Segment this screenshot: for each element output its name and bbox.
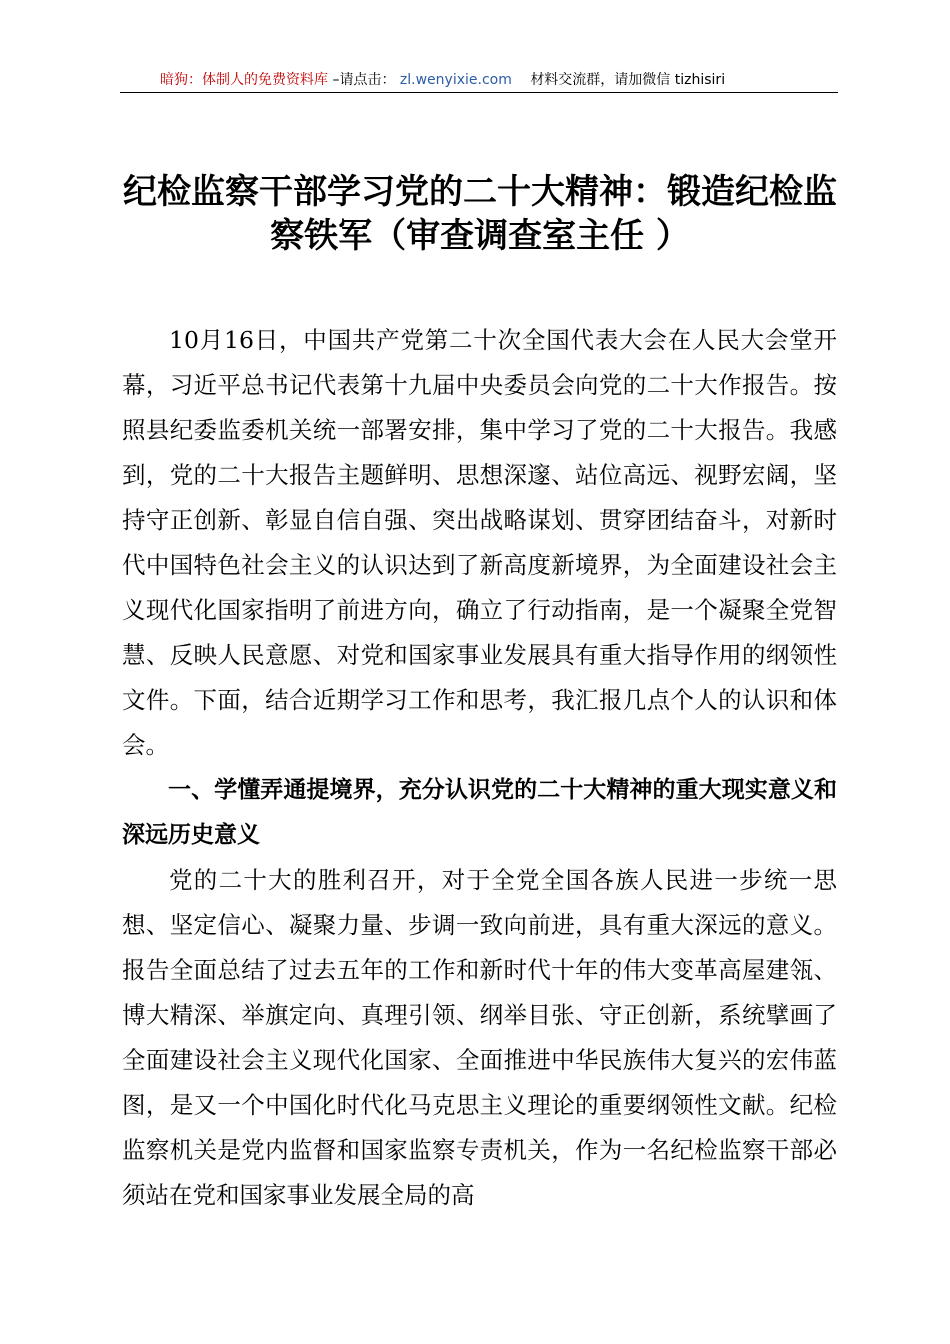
body-paragraph: 党的二十大的胜利召开，对于全党全国各族人民进一步统一思想、坚定信心、凝聚力量、步调一致向前进，具有重大深远的意义。报告全面总结了过去五年的工作和新时代十年的伟大变革高屋建瓴、博大精深、举旗定向、真理引领、纲举目张、守正创新，系统擘画了全面建设社会主义现代化国家、全面推进中华民族伟大复兴的宏伟蓝图，是又一个中国化时代化马克思主义理论的重要纲领性文献。纪检监察机关是党内监督和国家监察专责机关，作为一名纪检监察干部必须站在党和国家事业发展全局的高	[122, 866, 837, 1209]
document-title: 纪检监察干部学习党的二十大精神：锻造纪检监察铁军（审查调查室主任 ）	[123, 172, 837, 256]
page-header	[0, 0, 950, 100]
intro-paragraph: 10月16日，中国共产党第二十次全国代表大会在人民大会堂开幕，习近平总书记代表第十九届中央委员会向党的二十大作报告。按照县纪委监委机关统一部署安排，集中学习了党的二十大报告。我感到，党的二十大报告主题鲜明、思想深邃、站位高远、视野宏阔，坚持守正创新、彰显自信自强、突出战略谋划、贯穿团结奋斗，对新时代中国特色社会主义的认识达到了新高度新境界，为全面建设社会主义现代化国家指明了前进方向，确立了行动指南，是一个凝聚全党智慧、反映人民意愿、对党和国家事业发展具有重大指导作用的纲领性文件。下面，结合近期学习工作和思考，我汇报几点个人的认识和体会。	[122, 326, 837, 759]
header-divider	[120, 92, 838, 93]
header-banner	[160, 70, 725, 90]
document-body	[122, 318, 837, 1218]
contact-text: 材料交流群，请加微信 tizhisiri	[530, 72, 726, 88]
website-link[interactable]: zl.wenyixie.com	[399, 72, 512, 88]
click-prompt: –请点击：	[332, 72, 396, 88]
section-heading-1: 一、学懂弄通提境界，充分认识党的二十大精神的重大现实意义和深远历史意义	[122, 777, 837, 848]
source-label: 暗狗：体制人的免费资料库	[160, 72, 328, 88]
